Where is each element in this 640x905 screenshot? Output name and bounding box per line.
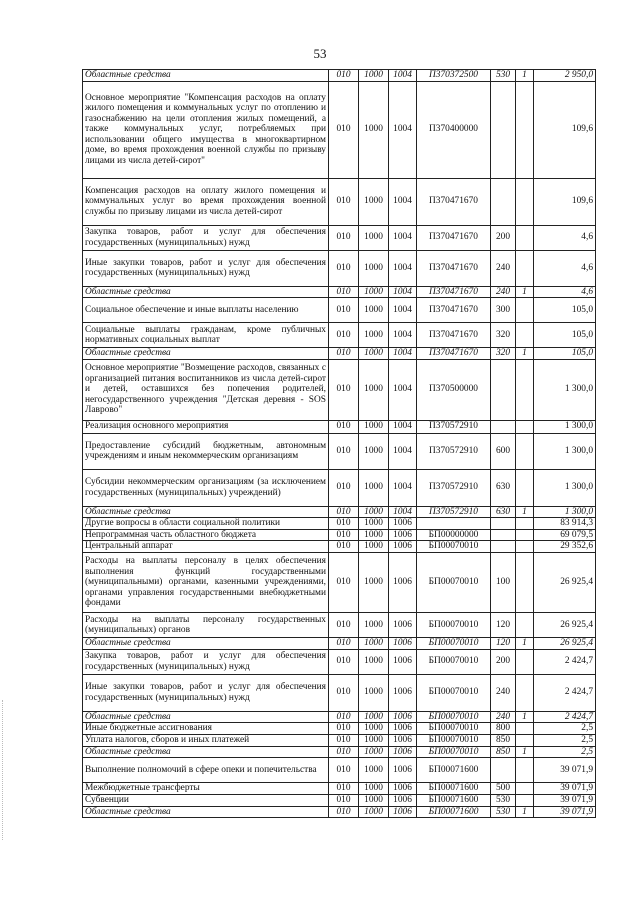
row-amount: 105,0 xyxy=(534,298,596,323)
row-funding-source: 1 xyxy=(516,506,534,518)
row-section-code: 1000 xyxy=(359,529,389,541)
row-subsection-code: 1004 xyxy=(389,298,417,323)
row-target-article: БП00070010 xyxy=(417,711,491,723)
table-row xyxy=(83,806,596,818)
row-ministry-code: 010 xyxy=(329,298,359,323)
row-ministry-code: 010 xyxy=(329,250,359,286)
row-amount: 105,0 xyxy=(534,323,596,348)
row-ministry-code: 010 xyxy=(329,506,359,518)
row-amount: 4,6 xyxy=(534,286,596,298)
row-funding-source xyxy=(516,674,534,711)
row-amount: 109,6 xyxy=(534,178,596,225)
row-funding-source xyxy=(516,649,534,674)
table-row xyxy=(83,323,596,348)
row-target-article: П370471670 xyxy=(417,298,491,323)
row-amount: 1 300,0 xyxy=(534,433,596,469)
row-subsection-code: 1006 xyxy=(389,783,417,795)
row-funding-source xyxy=(516,323,534,348)
row-target-article: П370471670 xyxy=(417,323,491,348)
table-row xyxy=(83,638,596,650)
row-name: Областные средства xyxy=(83,70,329,82)
row-expense-type xyxy=(491,359,516,420)
table-row xyxy=(83,298,596,323)
row-section-code: 1000 xyxy=(359,649,389,674)
row-amount: 29 352,6 xyxy=(534,541,596,553)
row-ministry-code: 010 xyxy=(329,553,359,613)
table-row xyxy=(83,225,596,250)
row-section-code: 1000 xyxy=(359,783,389,795)
row-target-article: П370500000 xyxy=(417,359,491,420)
row-subsection-code: 1006 xyxy=(389,518,417,530)
row-subsection-code: 1006 xyxy=(389,638,417,650)
row-section-code: 1000 xyxy=(359,806,389,818)
row-amount: 1 300,0 xyxy=(534,506,596,518)
row-funding-source xyxy=(516,298,534,323)
row-amount: 4,6 xyxy=(534,250,596,286)
row-section-code: 1000 xyxy=(359,178,389,225)
row-ministry-code: 010 xyxy=(329,348,359,360)
row-amount: 2,5 xyxy=(534,723,596,735)
row-amount: 26 925,4 xyxy=(534,638,596,650)
row-name: Уплата налогов, сборов и иных платежей xyxy=(83,734,329,746)
row-expense-type: 120 xyxy=(491,638,516,650)
row-section-code: 1000 xyxy=(359,359,389,420)
row-subsection-code: 1006 xyxy=(389,553,417,613)
row-expense-type: 240 xyxy=(491,674,516,711)
row-section-code: 1000 xyxy=(359,518,389,530)
row-target-article: П370471670 xyxy=(417,178,491,225)
row-section-code: 1000 xyxy=(359,506,389,518)
row-name: Иные бюджетные ассигнования xyxy=(83,723,329,735)
row-name: Областные средства xyxy=(83,711,329,723)
row-section-code: 1000 xyxy=(359,469,389,506)
row-target-article: БП00070010 xyxy=(417,734,491,746)
row-funding-source xyxy=(516,553,534,613)
row-subsection-code: 1004 xyxy=(389,433,417,469)
row-amount: 83 914,3 xyxy=(534,518,596,530)
page-number: 53 xyxy=(313,46,327,61)
row-amount: 39 071,9 xyxy=(534,783,596,795)
row-name: Субвенции xyxy=(83,795,329,807)
row-name: Областные средства xyxy=(83,746,329,758)
row-amount: 2,5 xyxy=(534,746,596,758)
row-section-code: 1000 xyxy=(359,541,389,553)
row-ministry-code: 010 xyxy=(329,323,359,348)
row-subsection-code: 1004 xyxy=(389,359,417,420)
row-expense-type: 240 xyxy=(491,711,516,723)
row-section-code: 1000 xyxy=(359,298,389,323)
row-funding-source xyxy=(516,250,534,286)
row-target-article: БП00070010 xyxy=(417,541,491,553)
table-row xyxy=(83,70,596,82)
row-name: Субсидии некоммерческим организациям (за исключением государственных (муниципальных) учреждений) xyxy=(83,469,329,506)
row-name: Расходы на выплаты персоналу государственных (муниципальных) органов xyxy=(83,613,329,638)
row-amount: 2 424,7 xyxy=(534,674,596,711)
table-row xyxy=(83,359,596,420)
table-row xyxy=(83,746,596,758)
row-funding-source: 1 xyxy=(516,638,534,650)
row-subsection-code: 1006 xyxy=(389,541,417,553)
row-funding-source xyxy=(516,734,534,746)
row-ministry-code: 010 xyxy=(329,783,359,795)
row-target-article: БП00070010 xyxy=(417,723,491,735)
row-expense-type xyxy=(491,81,516,178)
row-name: Областные средства xyxy=(83,806,329,818)
row-section-code: 1000 xyxy=(359,795,389,807)
row-funding-source xyxy=(516,541,534,553)
row-subsection-code: 1006 xyxy=(389,674,417,711)
row-ministry-code: 010 xyxy=(329,734,359,746)
row-expense-type xyxy=(491,178,516,225)
row-section-code: 1000 xyxy=(359,286,389,298)
row-section-code: 1000 xyxy=(359,81,389,178)
row-expense-type: 530 xyxy=(491,70,516,82)
row-funding-source xyxy=(516,225,534,250)
row-ministry-code: 010 xyxy=(329,613,359,638)
row-amount: 26 925,4 xyxy=(534,553,596,613)
row-expense-type: 300 xyxy=(491,298,516,323)
row-funding-source xyxy=(516,723,534,735)
table-row xyxy=(83,783,596,795)
row-section-code: 1000 xyxy=(359,348,389,360)
row-funding-source: 1 xyxy=(516,806,534,818)
table-row xyxy=(83,250,596,286)
row-subsection-code: 1004 xyxy=(389,286,417,298)
row-name: Иные закупки товаров, работ и услуг для обеспечения государственных (муниципальных) нужд xyxy=(83,250,329,286)
row-target-article: П370572910 xyxy=(417,433,491,469)
row-expense-type: 850 xyxy=(491,734,516,746)
row-amount: 105,0 xyxy=(534,348,596,360)
row-ministry-code: 010 xyxy=(329,711,359,723)
row-subsection-code: 1006 xyxy=(389,758,417,783)
budget-table-body xyxy=(83,70,596,818)
row-target-article: П370572910 xyxy=(417,420,491,433)
table-row xyxy=(83,649,596,674)
row-name: Расходы на выплаты персоналу в целях обеспечения выполнения функций государственными (муниципальными) органами, казенными учреждениями, органами управления государственными внебюджетными фондами xyxy=(83,553,329,613)
row-name: Областные средства xyxy=(83,286,329,298)
row-amount: 2 424,7 xyxy=(534,649,596,674)
row-ministry-code: 010 xyxy=(329,806,359,818)
row-section-code: 1000 xyxy=(359,553,389,613)
row-name: Предоставление субсидий бюджетным, автономным учреждениям и иным некоммерческим организациям xyxy=(83,433,329,469)
row-subsection-code: 1006 xyxy=(389,723,417,735)
row-funding-source xyxy=(516,178,534,225)
row-name: Социальные выплаты гражданам, кроме публичных нормативных социальных выплат xyxy=(83,323,329,348)
row-target-article: БП00070010 xyxy=(417,649,491,674)
row-amount: 39 071,9 xyxy=(534,758,596,783)
row-name: Компенсация расходов на оплату жилого помещения и коммунальных услуг во время прохождения военной службы по призыву лицами из числа детей-сирот xyxy=(83,178,329,225)
row-funding-source xyxy=(516,529,534,541)
row-name: Социальное обеспечение и иные выплаты населению xyxy=(83,298,329,323)
row-section-code: 1000 xyxy=(359,746,389,758)
table-row xyxy=(83,758,596,783)
row-section-code: 1000 xyxy=(359,674,389,711)
row-expense-type xyxy=(491,420,516,433)
row-section-code: 1000 xyxy=(359,734,389,746)
row-ministry-code: 010 xyxy=(329,433,359,469)
row-subsection-code: 1004 xyxy=(389,250,417,286)
row-expense-type: 200 xyxy=(491,225,516,250)
row-amount: 2 424,7 xyxy=(534,711,596,723)
row-expense-type xyxy=(491,541,516,553)
row-ministry-code: 010 xyxy=(329,649,359,674)
row-amount: 109,6 xyxy=(534,81,596,178)
row-funding-source xyxy=(516,518,534,530)
row-target-article: П370400000 xyxy=(417,81,491,178)
row-funding-source: 1 xyxy=(516,746,534,758)
row-amount: 2 950,0 xyxy=(534,70,596,82)
row-ministry-code: 010 xyxy=(329,638,359,650)
table-row xyxy=(83,348,596,360)
row-ministry-code: 010 xyxy=(329,529,359,541)
row-subsection-code: 1004 xyxy=(389,469,417,506)
row-expense-type: 500 xyxy=(491,783,516,795)
row-subsection-code: 1006 xyxy=(389,613,417,638)
row-ministry-code: 010 xyxy=(329,518,359,530)
row-subsection-code: 1004 xyxy=(389,178,417,225)
row-amount: 1 300,0 xyxy=(534,359,596,420)
row-expense-type xyxy=(491,529,516,541)
row-funding-source xyxy=(516,795,534,807)
row-funding-source xyxy=(516,433,534,469)
row-name: Иные закупки товаров, работ и услуг для обеспечения государственных (муниципальных) нужд xyxy=(83,674,329,711)
row-target-article: БП00070010 xyxy=(417,553,491,613)
row-expense-type: 320 xyxy=(491,323,516,348)
row-ministry-code: 010 xyxy=(329,359,359,420)
row-ministry-code: 010 xyxy=(329,420,359,433)
row-section-code: 1000 xyxy=(359,711,389,723)
row-ministry-code: 010 xyxy=(329,795,359,807)
row-expense-type: 850 xyxy=(491,746,516,758)
row-target-article: П370572910 xyxy=(417,469,491,506)
row-ministry-code: 010 xyxy=(329,674,359,711)
row-name: Областные средства xyxy=(83,348,329,360)
table-row xyxy=(83,613,596,638)
row-target-article: П370471670 xyxy=(417,348,491,360)
row-expense-type: 100 xyxy=(491,553,516,613)
row-amount: 2,5 xyxy=(534,734,596,746)
row-expense-type: 200 xyxy=(491,649,516,674)
row-funding-source xyxy=(516,613,534,638)
row-target-article: П370572910 xyxy=(417,506,491,518)
table-row xyxy=(83,795,596,807)
row-target-article xyxy=(417,518,491,530)
row-name: Центральный аппарат xyxy=(83,541,329,553)
table-row xyxy=(83,506,596,518)
row-ministry-code: 010 xyxy=(329,541,359,553)
margin-mark xyxy=(2,700,9,840)
row-subsection-code: 1004 xyxy=(389,81,417,178)
row-expense-type: 240 xyxy=(491,250,516,286)
row-funding-source xyxy=(516,359,534,420)
table-row xyxy=(83,81,596,178)
table-row xyxy=(83,433,596,469)
row-subsection-code: 1004 xyxy=(389,348,417,360)
row-target-article: БП00070010 xyxy=(417,638,491,650)
row-funding-source xyxy=(516,758,534,783)
row-subsection-code: 1004 xyxy=(389,506,417,518)
row-funding-source: 1 xyxy=(516,348,534,360)
row-name: Областные средства xyxy=(83,638,329,650)
row-name: Другие вопросы в области социальной политики xyxy=(83,518,329,530)
row-amount: 26 925,4 xyxy=(534,613,596,638)
row-name: Непрограммная часть областного бюджета xyxy=(83,529,329,541)
row-name: Основное мероприятие "Возмещение расходов, связанных с организацией питания воспитанников из числа детей-сирот и детей, оставшихся без попечения родителей, негосударственного учреждения "Детская деревня - SOS Лаврово" xyxy=(83,359,329,420)
table-row xyxy=(83,674,596,711)
row-subsection-code: 1004 xyxy=(389,70,417,82)
row-name: Основное мероприятие "Компенсация расходов на оплату жилого помещения и коммунальных услуг по отоплению и газоснабжению на цели отопления жилых помещений, а также коммунальных услуг, потребляемых при использовании общего имущества в многоквартирном доме, во время прохождения военной службы по призыву лицами из числа детей-сирот" xyxy=(83,81,329,178)
table-row xyxy=(83,518,596,530)
row-subsection-code: 1004 xyxy=(389,420,417,433)
row-expense-type: 630 xyxy=(491,506,516,518)
table-row xyxy=(83,553,596,613)
row-section-code: 1000 xyxy=(359,420,389,433)
row-amount: 4,6 xyxy=(534,225,596,250)
row-target-article: П370471670 xyxy=(417,286,491,298)
row-subsection-code: 1006 xyxy=(389,806,417,818)
row-subsection-code: 1006 xyxy=(389,734,417,746)
row-subsection-code: 1004 xyxy=(389,225,417,250)
row-funding-source xyxy=(516,420,534,433)
row-expense-type: 630 xyxy=(491,469,516,506)
row-funding-source xyxy=(516,469,534,506)
row-subsection-code: 1006 xyxy=(389,795,417,807)
row-subsection-code: 1006 xyxy=(389,649,417,674)
table-row xyxy=(83,286,596,298)
row-ministry-code: 010 xyxy=(329,758,359,783)
row-ministry-code: 010 xyxy=(329,81,359,178)
row-amount: 1 300,0 xyxy=(534,469,596,506)
row-name: Выполнение полномочий в сфере опеки и попечительства xyxy=(83,758,329,783)
row-subsection-code: 1004 xyxy=(389,323,417,348)
row-funding-source: 1 xyxy=(516,70,534,82)
row-target-article: БП00071600 xyxy=(417,806,491,818)
row-funding-source: 1 xyxy=(516,286,534,298)
row-expense-type: 530 xyxy=(491,795,516,807)
row-expense-type: 600 xyxy=(491,433,516,469)
row-section-code: 1000 xyxy=(359,323,389,348)
table-row xyxy=(83,469,596,506)
row-name: Областные средства xyxy=(83,506,329,518)
row-name: Закупка товаров, работ и услуг для обеспечения государственных (муниципальных) нужд xyxy=(83,225,329,250)
row-amount: 39 071,9 xyxy=(534,795,596,807)
budget-table xyxy=(82,69,596,818)
row-expense-type xyxy=(491,518,516,530)
row-section-code: 1000 xyxy=(359,638,389,650)
row-ministry-code: 010 xyxy=(329,286,359,298)
row-section-code: 1000 xyxy=(359,613,389,638)
row-target-article: П370471670 xyxy=(417,250,491,286)
row-expense-type: 530 xyxy=(491,806,516,818)
row-section-code: 1000 xyxy=(359,225,389,250)
row-target-article: БП00071600 xyxy=(417,795,491,807)
row-expense-type xyxy=(491,758,516,783)
row-target-article: БП00000000 xyxy=(417,529,491,541)
row-ministry-code: 010 xyxy=(329,178,359,225)
table-row xyxy=(83,529,596,541)
row-section-code: 1000 xyxy=(359,433,389,469)
row-section-code: 1000 xyxy=(359,723,389,735)
row-name: Межбюджетные трансферты xyxy=(83,783,329,795)
row-expense-type: 800 xyxy=(491,723,516,735)
row-ministry-code: 010 xyxy=(329,723,359,735)
row-ministry-code: 010 xyxy=(329,746,359,758)
row-funding-source xyxy=(516,783,534,795)
row-ministry-code: 010 xyxy=(329,469,359,506)
row-ministry-code: 010 xyxy=(329,70,359,82)
table-row xyxy=(83,541,596,553)
row-expense-type: 320 xyxy=(491,348,516,360)
row-target-article: П370372500 xyxy=(417,70,491,82)
row-amount: 69 079,5 xyxy=(534,529,596,541)
table-row xyxy=(83,723,596,735)
row-funding-source: 1 xyxy=(516,711,534,723)
row-target-article: БП00070010 xyxy=(417,613,491,638)
row-section-code: 1000 xyxy=(359,250,389,286)
row-funding-source xyxy=(516,81,534,178)
row-target-article: П370471670 xyxy=(417,225,491,250)
row-target-article: БП00070010 xyxy=(417,674,491,711)
row-amount: 39 071,9 xyxy=(534,806,596,818)
row-section-code: 1000 xyxy=(359,758,389,783)
row-target-article: БП00070010 xyxy=(417,746,491,758)
row-ministry-code: 010 xyxy=(329,225,359,250)
row-name: Закупка товаров, работ и услуг для обеспечения государственных (муниципальных) нужд xyxy=(83,649,329,674)
row-subsection-code: 1006 xyxy=(389,711,417,723)
table-row xyxy=(83,178,596,225)
row-expense-type: 120 xyxy=(491,613,516,638)
row-subsection-code: 1006 xyxy=(389,529,417,541)
table-row xyxy=(83,734,596,746)
row-section-code: 1000 xyxy=(359,70,389,82)
row-expense-type: 240 xyxy=(491,286,516,298)
row-target-article: БП00071600 xyxy=(417,758,491,783)
table-row xyxy=(83,711,596,723)
row-amount: 1 300,0 xyxy=(534,420,596,433)
row-subsection-code: 1006 xyxy=(389,746,417,758)
row-target-article: БП00071600 xyxy=(417,783,491,795)
row-name: Реализация основного мероприятия xyxy=(83,420,329,433)
table-row xyxy=(83,420,596,433)
